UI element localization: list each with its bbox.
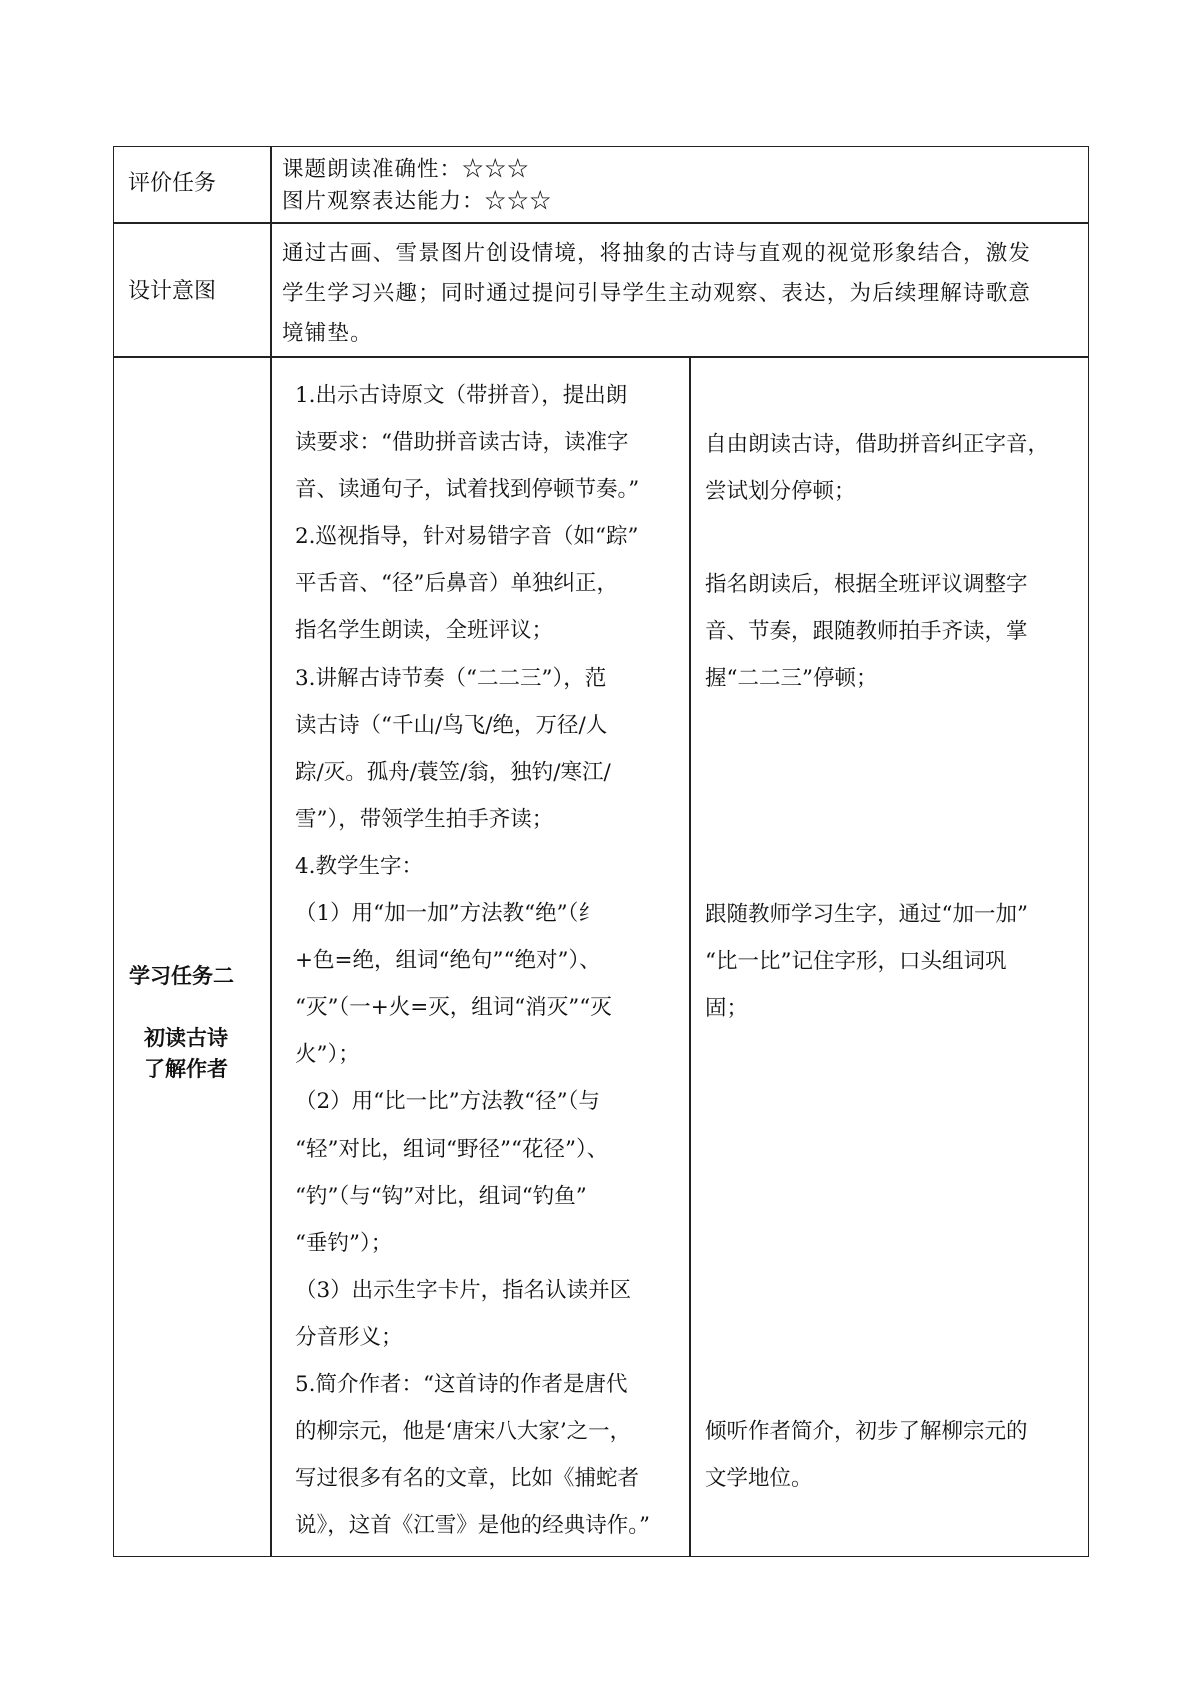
student-line: 尝试划分停顿； — [705, 479, 856, 504]
student-line: 固； — [705, 996, 749, 1021]
row-divider — [113, 222, 1089, 224]
student-line: 文学地位。 — [705, 1466, 813, 1491]
design-intent-line: 境铺垫。 — [282, 321, 373, 346]
row-label-evaluation: 评价任务 — [128, 171, 217, 196]
student-line: 音、节奏，跟随教师拍手齐读，掌 — [705, 619, 1028, 644]
teacher-line: “钓”（与“钩”对比，组词“钓鱼” — [295, 1183, 587, 1209]
teacher-activity-column — [295, 372, 650, 1549]
task-two-subtitle-line2: 了解作者 — [144, 1057, 228, 1081]
student-line: “比一比”记住字形，口头组词巩 — [705, 949, 1007, 974]
task-two-title: 学习任务二 — [129, 964, 234, 988]
row-label-design-intent: 设计意图 — [128, 279, 217, 304]
column-divider — [689, 356, 691, 1557]
student-line: 自由朗读古诗，借助拼音纠正字音， — [705, 432, 1050, 457]
student-line: 握“二二三”停顿； — [705, 666, 878, 691]
student-activity-block — [705, 421, 1049, 515]
teacher-line: （2）用“比一比”方法教“径”（与 — [295, 1089, 600, 1115]
teacher-line: 5.简介作者：“这首诗的作者是唐代 — [295, 1371, 628, 1397]
teacher-line: 1.出示古诗原文（带拼音），提出朗 — [295, 383, 628, 408]
evaluation-content — [282, 154, 552, 218]
design-intent-line: 通过古画、雪景图片创设情境，将抽象的古诗与直观的视觉形象结合，激发 — [282, 241, 1032, 266]
teacher-line: （3）出示生字卡片，指名认读并区 — [295, 1277, 632, 1303]
teacher-line: 平舌音、“径”后鼻音）单独纠正， — [295, 571, 618, 597]
student-line: 指名朗读后，根据全班评议调整字 — [705, 572, 1028, 597]
teacher-line: 写过很多有名的文章，比如《捕蛇者 — [295, 1466, 640, 1492]
teacher-line: 音、读通句子，试着找到停顿节奏。” — [295, 477, 640, 503]
teacher-line: “灭”（一+火=灭，组词“消灭”“灭 — [295, 995, 612, 1021]
teacher-line: 雪”），带领学生拍手齐读； — [295, 806, 554, 832]
student-activity-block — [705, 561, 1028, 702]
teacher-line: （1）用“加一加”方法教“绝”（纟 — [295, 901, 600, 927]
teacher-line: 读古诗（“千山/鸟飞/绝，万径/人 — [295, 712, 608, 738]
teacher-line: “轻”对比，组词“野径”“花径”）、 — [295, 1136, 609, 1162]
teacher-line: 说》，这首《江雪》是他的经典诗作。” — [295, 1513, 650, 1539]
student-activity-block — [705, 1408, 1028, 1502]
student-activity-block — [705, 891, 1028, 1032]
teacher-line: 分音形义； — [295, 1324, 403, 1350]
teacher-line: 3.讲解古诗节奏（“二二三”），范 — [295, 665, 607, 691]
teacher-line: 4.教学生字： — [295, 853, 424, 879]
teacher-line: 读要求：“借助拼音读古诗，读准字 — [295, 430, 629, 456]
teacher-line: +色=绝，组词“绝句”“绝对”）、 — [295, 948, 601, 974]
design-intent-line: 学生学习兴趣；同时通过提问引导学生主动观察、表达，为后续理解诗歌意 — [282, 281, 1032, 306]
evaluation-line: 课题朗读准确性：☆☆☆ — [282, 157, 530, 182]
teacher-line: “垂钓”）； — [295, 1230, 393, 1256]
teacher-line: 踪/灭。孤舟/蓑笠/翁，独钓/寒江/ — [295, 759, 611, 785]
column-divider — [270, 146, 272, 1557]
teacher-line: 火”）； — [295, 1042, 360, 1068]
teacher-line: 2.巡视指导，针对易错字音（如“踪” — [295, 524, 639, 550]
design-intent-content — [282, 234, 1031, 354]
teacher-line: 指名学生朗读，全班评议； — [295, 618, 554, 644]
student-line: 跟随教师学习生字，通过“加一加” — [705, 902, 1028, 927]
evaluation-line: 图片观察表达能力：☆☆☆ — [282, 189, 553, 214]
row-divider — [113, 356, 1089, 358]
task-two-subtitle-line1: 初读古诗 — [144, 1026, 228, 1050]
student-line: 倾听作者简介，初步了解柳宗元的 — [705, 1419, 1028, 1444]
teacher-line: 的柳宗元，他是‘唐宋八大家’之一， — [295, 1419, 632, 1445]
